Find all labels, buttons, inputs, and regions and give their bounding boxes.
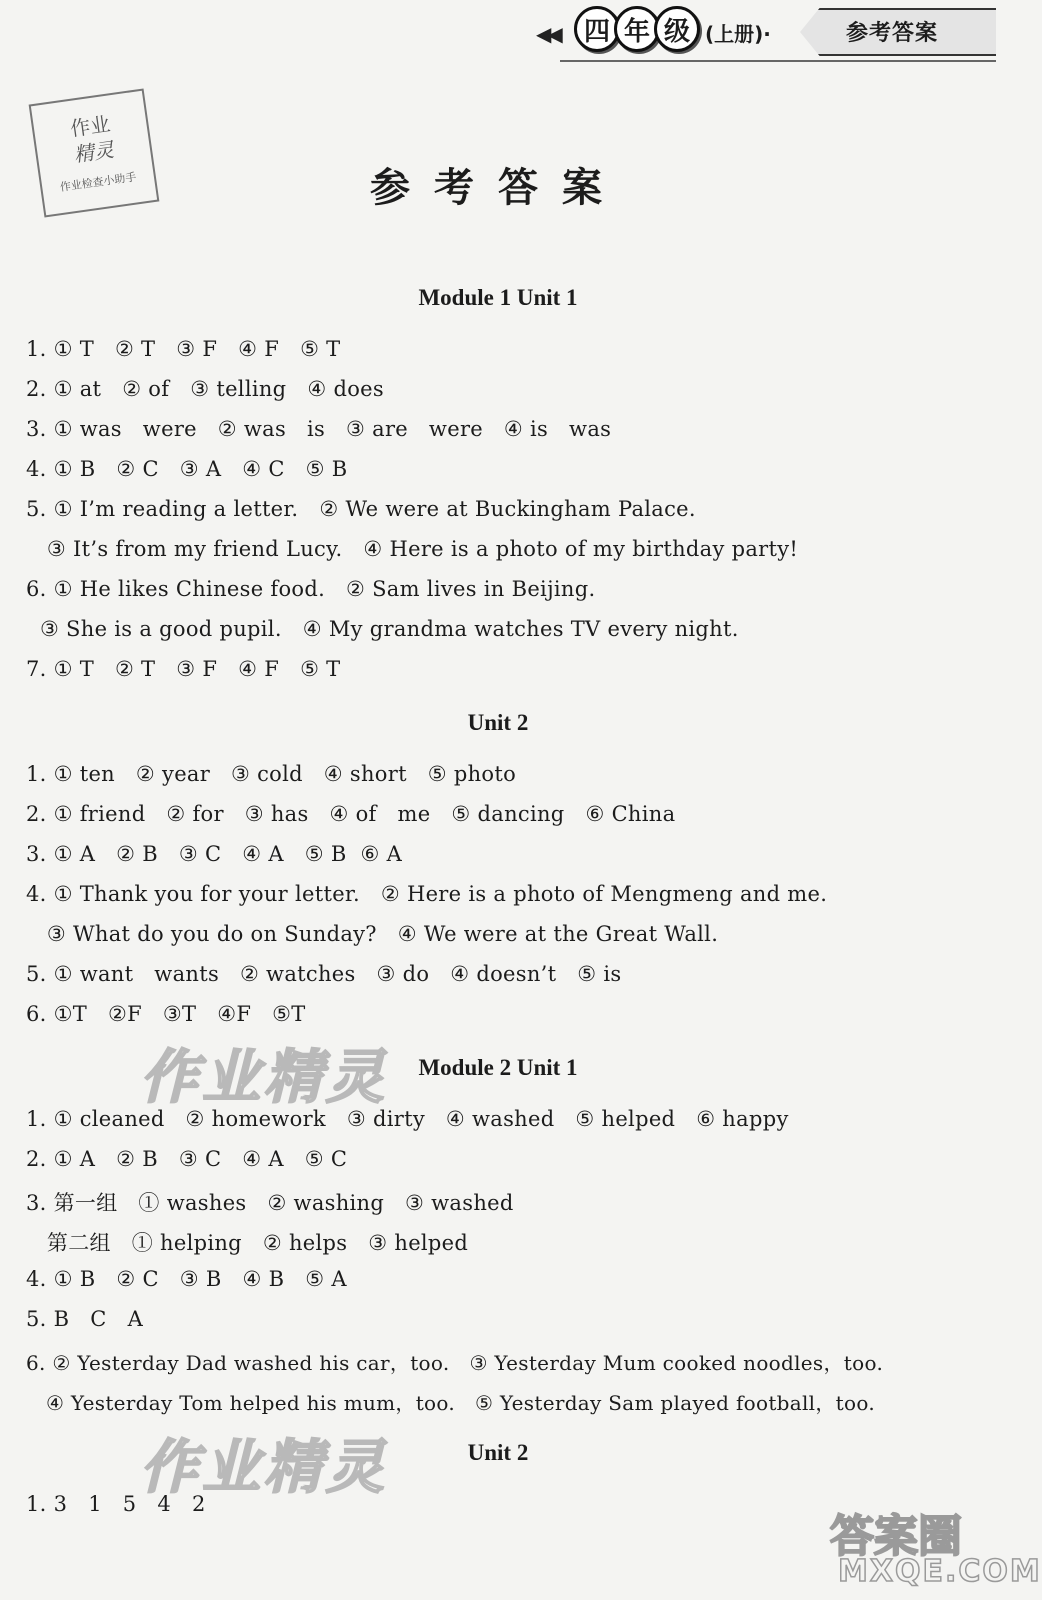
answer-line: 6. ①T ②F ③T ④F ⑤T	[26, 1002, 306, 1026]
answer-line: 2. ① friend ② for ③ has ④ of me ⑤ dancing ⑥ China	[26, 802, 676, 826]
stamp-text: 精灵	[72, 137, 116, 167]
answer-line: 7. ① T ② T ③ F ④ F ⑤ T	[26, 657, 341, 681]
grade-char: 年	[614, 6, 660, 52]
double-arrow-icon: ◀◀	[536, 22, 559, 46]
logo-text: 答案圈	[830, 1511, 962, 1562]
grade-char: 四	[574, 6, 620, 52]
answer-line: 3. 第一组 ① washes ② washing ③ washed	[26, 1191, 514, 1215]
answer-line: 第二组 ① helping ② helps ③ helped	[26, 1231, 469, 1255]
answer-line: 1. ① ten ② year ③ cold ④ short ⑤ photo	[26, 762, 517, 786]
section-heading: Module 2 Unit 1	[418, 1055, 578, 1080]
section-heading: Unit 2	[467, 710, 529, 735]
answer-line: 5. B C A	[26, 1307, 144, 1331]
watermark: 作业精灵	[140, 1433, 389, 1501]
section-heading: Module 1 Unit 1	[418, 285, 578, 310]
answer-line: 5. ① I’m reading a letter. ② We were at Buckingham Palace.	[26, 497, 696, 521]
answer-line: 5. ① want wants ② watches ③ do ④ doesn’t ⑤ is	[26, 962, 622, 986]
answer-line: ④ Yesterday Tom helped his mum，too. ⑤ Yesterday Sam played football，too.	[26, 1391, 876, 1415]
answer-line: 6. ② Yesterday Dad washed his car，too. ③ Yesterday Mum cooked noodles，too.	[26, 1351, 884, 1375]
logo-url: MXQE.COM	[838, 1554, 1042, 1589]
stamp-text: 作业检查小助手	[59, 170, 138, 195]
grade-badge	[574, 6, 694, 52]
site-logo	[830, 1500, 1042, 1592]
volume-label: (上册)·	[705, 22, 771, 46]
answer-line: 2. ① at ② of ③ telling ④ does	[26, 377, 384, 401]
watermark: 作业精灵	[140, 1043, 389, 1111]
answer-line: 3. ① was were ② was is ③ are were ④ is was	[26, 417, 612, 441]
page-title: 参考答案	[370, 164, 626, 211]
section-heading: Unit 2	[467, 1440, 529, 1465]
answer-line: 4. ① Thank you for your letter. ② Here is a photo of Mengmeng and me.	[26, 882, 828, 906]
answer-line: ③ What do you do on Sunday? ④ We were at the Great Wall.	[26, 922, 719, 946]
answer-line: ③ It’s from my friend Lucy. ④ Here is a photo of my birthday party!	[26, 537, 799, 561]
answer-line: ③ She is a good pupil. ④ My grandma watches TV every night.	[26, 617, 739, 641]
header-divider	[560, 60, 996, 62]
answer-line: 1. ① cleaned ② homework ③ dirty ④ washed ⑤ helped ⑥ happy	[26, 1107, 789, 1131]
answer-line: 1. 3 1 5 4 2	[26, 1492, 206, 1516]
stamp-text: 作业	[68, 111, 112, 141]
answer-line: 3. ① A ② B ③ C ④ A ⑤ B ⑥ A	[26, 842, 403, 866]
page-header	[0, 0, 996, 60]
answer-line: 4. ① B ② C ③ A ④ C ⑤ B	[26, 457, 348, 481]
answer-line: 1. ① T ② T ③ F ④ F ⑤ T	[26, 337, 341, 361]
answer-line: 6. ① He likes Chinese food. ② Sam lives in Beijing.	[26, 577, 596, 601]
answer-line: 2. ① A ② B ③ C ④ A ⑤ C	[26, 1147, 348, 1171]
answer-line: 4. ① B ② C ③ B ④ B ⑤ A	[26, 1267, 347, 1291]
grade-char: 级	[654, 6, 700, 52]
section-tab-label: 参考答案	[846, 21, 939, 46]
